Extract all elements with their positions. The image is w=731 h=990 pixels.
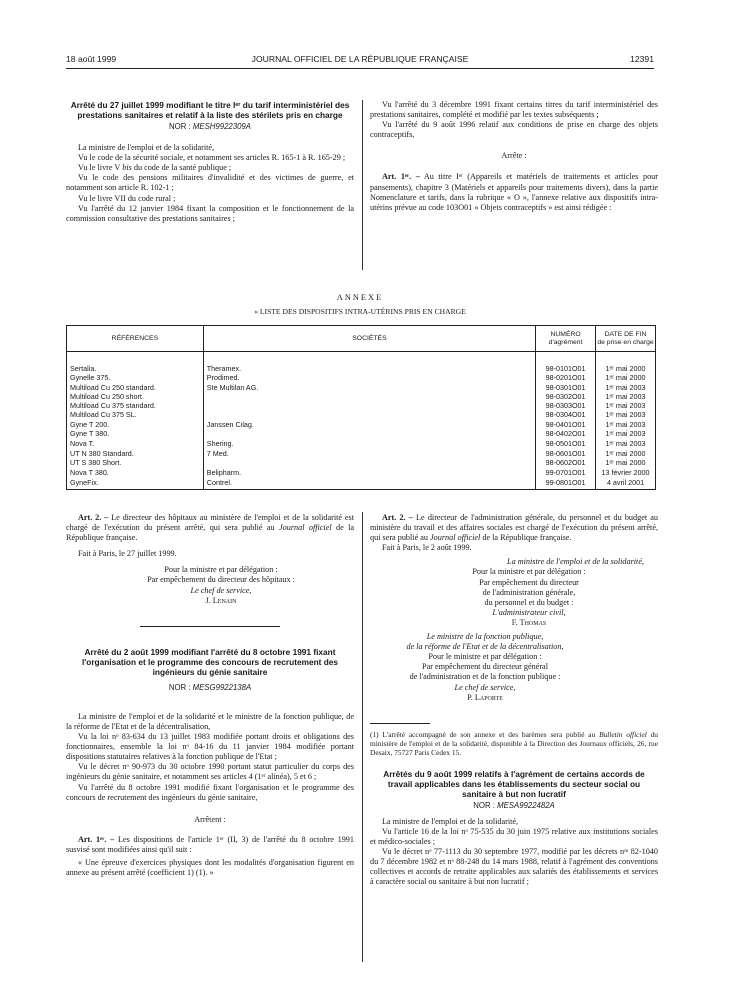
cell-reference: Multiload Cu 250 standard. — [67, 382, 204, 392]
arrete-2-art2: Art. 2. – Le directeur de l'administration générale, du personnel et du budget au ministère du travail et des affaires sociales est chargé de l'exécution du présent arrêté, qui sera publié au Journal officiel de la République française. — [370, 513, 658, 543]
cell-numero: 98-0301O01 — [536, 382, 596, 392]
table-row — [67, 392, 656, 401]
cell-societe: Contrel. — [203, 477, 535, 490]
cell-reference: Gyne T 380. — [67, 429, 204, 438]
arrete-1-art1: Art. 1ᵉʳ. – Au titre Iᵉʳ (Appareils et matériels de traitements et articles pour pansements), chapitre 3 (Matériels et appareils pour traitements divers), dans la partie Nomenclature et tarifs, dans la rubrique « O », l'annexe relative aux dispositifs intra-utérins prévue au code 103O01 « Objets contraceptifs » est ainsi rédigée : — [370, 172, 658, 212]
cell-numero: 98-0402O01 — [536, 429, 596, 438]
table-row — [67, 429, 656, 438]
arrete-1-art2: Art. 2. – Le directeur des hôpitaux au ministère de l'emploi et de la solidarité est chargé de l'exécution du présent arrêté, qui sera publié au Journal officiel de la République française. — [66, 513, 354, 543]
arrete-1-right — [370, 100, 658, 213]
cell-numero: 98-0602O01 — [536, 458, 596, 467]
iud-table — [66, 325, 656, 490]
arrete-1-p2: Vu le code de la sécurité sociale, et notamment ses articles R. 165-1 à R. 165-29 ; — [78, 153, 346, 163]
cell-date: 1ᵉʳ mai 2000 — [605, 372, 646, 382]
annexe-subtitle: « LISTE DES DISPOSITIFS INTRA-UTÉRINS PRIS EN CHARGE — [254, 307, 466, 316]
header-page-number: 12391 — [630, 54, 654, 64]
arrete-2-signature-2: Le ministre de la fonction publique, de la réforme de l'Etat et de la décentralisation, Pour le ministre et par délégation : Par empêchement du directeur général de l'administration et de la fonction publique : Le chef de service, P. Laporte — [406, 632, 564, 702]
cell-numero: 98-0501O01 — [536, 438, 596, 448]
table-row — [67, 373, 656, 382]
arrete-2-p4: Vu l'arrêté du 8 octobre 1991 modifié fixant l'organisation et le programme des concours de recrutement des ingénieurs du génie sanitaire, — [66, 782, 354, 802]
footnote: (1) L'arrêté accompagné de son annexe et des barèmes sera publié au Bulletin officiel du ministère de l'emploi et de la solidarité, disponible à la Direction des Journaux officiels, 26, rue Desaix, 75727 Paris Cedex 15. — [370, 729, 658, 757]
column-divider-top — [362, 100, 363, 270]
separator — [140, 626, 280, 627]
table-row — [67, 410, 656, 419]
cell-societe: Theramex. — [203, 364, 535, 373]
header-date: 18 août 1999 — [66, 54, 117, 64]
arrete-2-title: Arrêté du 2 août 1999 modifiant l'arrêté du 8 octobre 1991 fixant l'organisation et le programme des concours de recrutement des ingénieurs du génie sanitaire — [81, 646, 339, 677]
arrete-1-left — [66, 100, 354, 224]
cell-societe — [203, 401, 535, 410]
table-header-row — [67, 326, 656, 352]
cell-date: 1ᵉʳ mai 2003 — [605, 391, 646, 401]
col-header-references: RÉFÉRENCES — [67, 326, 204, 352]
cell-societe: Shering. — [203, 438, 535, 448]
cell-societe: Belipharm. — [203, 467, 535, 477]
cell-numero: 98-0401O01 — [536, 419, 596, 429]
col-header-numero: NUMÉRO d'agrément — [536, 326, 596, 352]
arrete-1-p4: Vu le code des pensions militaires d'invalidité et des victimes de guerre, et notamment son article R. 102-1 ; — [66, 173, 354, 193]
cell-numero: 99-0801O01 — [536, 477, 596, 490]
col-header-societes: SOCIÉTÉS — [203, 326, 535, 352]
cell-societe: Ste Multilan AG. — [203, 382, 535, 392]
arrete-2-fait: Fait à Paris, le 2 août 1999. — [382, 543, 472, 553]
cell-societe — [203, 392, 535, 401]
arrete-1-fait: Fait à Paris, le 27 juillet 1999. — [78, 549, 177, 559]
cell-reference: Gynelle 375. — [67, 373, 204, 382]
arrete-2-signature-1: La ministre de l'emploi et de la solidarité, Pour la ministre et par délégation : Par empêchement du directeur de l'administration générale, du personnel et du budget : L'administrateur civil, F. Thomas — [472, 557, 644, 627]
arrete-1-p8: Vu l'arrêté du 9 août 1996 relatif aux conditions de prise en charge des objets contraceptifs, — [370, 120, 658, 140]
arrete-1-arrete: Arrête : — [501, 151, 527, 161]
cell-date: 13 février 2000 — [601, 467, 650, 477]
cell-reference: Multiload Cu 375 SL. — [67, 410, 204, 419]
header-rule — [66, 68, 654, 69]
table-row — [67, 401, 656, 410]
table-row — [67, 438, 656, 448]
cell-date: 1ᵉʳ mai 2000 — [605, 363, 646, 373]
cell-reference: Nova T 380. — [67, 467, 204, 477]
cell-date: 1ᵉʳ mai 2003 — [605, 428, 646, 438]
arrete-1-p7: Vu l'arrêté du 3 décembre 1991 fixant certains titres du tarif interministériel des prestations sanitaires, complété et modifié par les textes subséquents ; — [370, 100, 658, 120]
cell-numero: 98-0304O01 — [536, 410, 596, 419]
col-header-date: DATE DE FIN de prise en charge — [596, 326, 656, 352]
cell-societe — [203, 429, 535, 438]
arrete-1-title: Arrêté du 27 juillet 1999 modifiant le titre Iᵉʳ du tarif interministériel des prestations sanitaires et relatif à la liste des stérilets pris en charge — [70, 100, 350, 120]
arrete-2-art1: Art. 1ᵉʳ. – Les dispositions de l'article 1ᵉʳ (II, 3) de l'arrêté du 8 octobre 1991 susvisé sont modifiées ainsi qu'il suit : — [66, 834, 354, 854]
arrete-2-p3: Vu le décret nᵒ 90-973 du 30 octobre 1990 portant statut particulier du corps des ingénieurs du génie sanitaire, et notamment ses articles 4 (1ᵉʳ alinéa), 5 et 6 ; — [66, 762, 354, 782]
lower-left-column — [66, 513, 354, 878]
cell-societe — [203, 458, 535, 467]
arrete-1-signature: Pour la ministre et par délégation : Par empêchement du directeur des hôpitaux : Le chef de service, J. Lenain — [147, 565, 295, 605]
arrete-1-p3: Vu le livre V bis du code de la santé publique ; — [78, 163, 232, 173]
cell-date: 1ᵉʳ mai 2000 — [605, 457, 646, 467]
cell-date: 1ᵉʳ mai 2000 — [605, 448, 646, 458]
header-journal: JOURNAL OFFICIEL DE LA RÉPUBLIQUE FRANÇAISE — [251, 54, 469, 64]
cell-reference: Gyne T 200. — [67, 419, 204, 429]
cell-date: 1ᵉʳ mai 2003 — [605, 382, 646, 392]
table-row — [67, 382, 656, 392]
cell-reference: GyneFix. — [67, 477, 204, 490]
annexe-title: ANNEXE — [336, 293, 384, 302]
cell-reference: Nova T. — [67, 438, 204, 448]
cell-date: 1ᵉʳ mai 2003 — [605, 400, 646, 410]
cell-societe: Prodimed. — [203, 373, 535, 382]
cell-societe — [203, 410, 535, 419]
arrete-2-nor: NOR : MESG9922138A — [168, 682, 252, 692]
lower-right-column — [370, 513, 658, 887]
arrete-1-nor: NOR : MESH9922309A — [169, 122, 251, 131]
cell-numero: 98-0302O01 — [536, 392, 596, 401]
cell-date: 4 avril 2001 — [606, 477, 645, 487]
cell-reference: UT S 380 Short. — [67, 458, 204, 467]
arrete-2-p2: Vu la loi nᵒ 83-634 du 13 juillet 1983 modifiée portant droits et obligations des fonctionnaires, ensemble la loi nᵒ 84-16 du 11 janvier 1984 modifiée portant dispositions statutaires relatives à la fonction publique de l'Etat ; — [66, 732, 354, 762]
arrete-1-p5: Vu le livre VII du code rural ; — [78, 193, 176, 203]
arrete-3-nor: NOR : MESA9922482A — [473, 800, 555, 810]
cell-reference: Multiload Cu 250 short. — [67, 392, 204, 401]
cell-numero: 99-0701O01 — [536, 467, 596, 477]
footnote-rule — [370, 723, 430, 724]
arrete-3-p1: La ministre de l'emploi et de la solidarité, — [382, 816, 519, 826]
cell-reference: Multiload Cu 375 standard. — [67, 401, 204, 410]
table-row — [67, 467, 656, 477]
arrete-3-p3: Vu le décret nᵒ 77-1113 du 30 septembre 1977, modifié par les décrets nᵒˢ 82-1040 du 7 décembre 1982 et nᵒ 88-248 du 14 mars 1988, relatif à l'agrément des conventions collectives et accords de retraite applicables aux salariés des établissements et services à caractère social ou sanitaire à but non lucratif ; — [370, 847, 658, 887]
cell-numero: 98-0303O01 — [536, 401, 596, 410]
column-divider-bottom — [362, 512, 363, 962]
page-header — [66, 54, 654, 66]
arrete-2-arretent: Arrêtent : — [194, 814, 226, 824]
table-row — [67, 458, 656, 467]
arrete-3-p2: Vu l'article 16 de la loi nᵒ 75-535 du 30 juin 1975 relative aux institutions sociales et médico-sociales ; — [370, 826, 658, 846]
cell-reference: UT N 380 Standard. — [67, 448, 204, 458]
arrete-1-p1: La ministre de l'emploi et de la solidarité, — [78, 143, 215, 153]
table-row — [67, 448, 656, 458]
cell-numero: 98-0201O01 — [536, 373, 596, 382]
cell-societe: 7 Med. — [203, 448, 535, 458]
cell-societe: Janssen Cilag. — [203, 419, 535, 429]
arrete-2-p1: La ministre de l'emploi et de la solidarité et le ministre de la fonction publique, de la réforme de l'Etat et de la décentralisation, — [66, 711, 354, 731]
arrete-2-quote: « Une épreuve d'exercices physiques dont les modalités d'organisation figurent en annexe au présent arrêté (coefficient 1) (1). » — [66, 857, 354, 878]
cell-numero: 98-0601O01 — [536, 448, 596, 458]
cell-date: 1ᵉʳ mai 2003 — [605, 438, 646, 448]
table-row — [67, 364, 656, 373]
table-row — [67, 477, 656, 490]
cell-numero: 98-0101O01 — [536, 364, 596, 373]
arrete-3-title: Arrêtés du 9 août 1999 relatifs à l'agrément de certains accords de travail applicables dans les établissements du secteur social ou sanitaire à but non lucratif — [383, 768, 645, 799]
table-row — [67, 419, 656, 429]
cell-date: 1ᵉʳ mai 2003 — [605, 409, 646, 419]
arrete-1-p6: Vu l'arrêté du 12 janvier 1984 fixant la composition et le fonctionnement de la commission consultative des prestations sanitaires ; — [66, 203, 354, 223]
cell-date: 1ᵉʳ mai 2003 — [605, 419, 646, 429]
cell-reference: Sertalia. — [67, 364, 204, 373]
